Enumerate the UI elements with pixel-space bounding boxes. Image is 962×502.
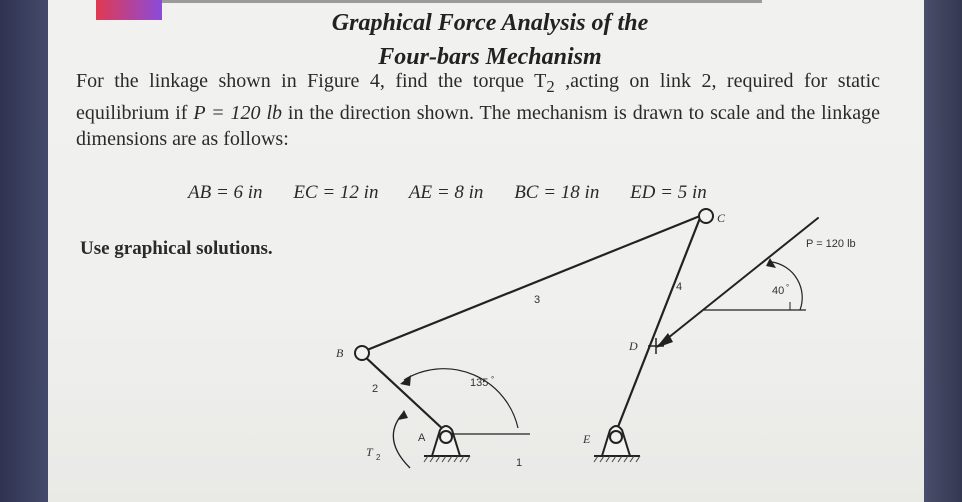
pin-c <box>699 209 713 223</box>
link-4 <box>616 218 700 432</box>
page-title-line-2: Four-bars Mechanism <box>378 44 602 70</box>
label-e: E <box>583 432 591 446</box>
link-3 <box>362 216 700 352</box>
label-angle-40: 40 <box>772 285 785 297</box>
dim-ae: AE = 8 in <box>408 182 484 203</box>
label-angle-40-deg: ° <box>786 283 790 292</box>
hint-text: Use graphical solutions. <box>80 238 273 259</box>
problem-text-2: ,acting on link 2, required for static equilibrium if <box>76 70 881 124</box>
dim-ab: AB = 6 in <box>188 182 263 203</box>
label-force: P = 120 lb <box>806 238 856 250</box>
label-angle-135-deg: ° <box>491 375 495 384</box>
dim-ec: EC = 12 in <box>293 182 379 203</box>
pin-b <box>355 346 369 360</box>
label-ground: 1 <box>516 457 523 469</box>
torque-arrow <box>398 410 408 420</box>
angle-arrow-135 <box>400 375 411 386</box>
label-link-2: 2 <box>372 383 379 395</box>
ground-pivot-e <box>594 426 640 462</box>
label-link-4: 4 <box>676 281 683 293</box>
label-angle-135: 135 <box>470 377 489 389</box>
ground-pivot-a <box>424 426 470 462</box>
load-value: P = 120 lb <box>193 102 282 124</box>
label-torque-sub: 2 <box>376 453 381 462</box>
dim-ed: ED = 5 in <box>630 182 707 203</box>
torque-subscript: 2 <box>546 77 555 96</box>
problem-text-1: For the linkage shown in Figure 4, find the torque T <box>76 70 547 92</box>
torque-arc <box>393 412 410 468</box>
problem-text-3: in the direction shown. The mechanism is drawn to scale and the linkage dimensions are as follows: <box>76 102 880 150</box>
label-torque: T <box>366 445 373 459</box>
label-link-3: 3 <box>534 294 541 306</box>
label-d: D <box>629 339 638 353</box>
page-title-line-1: Graphical Force Analysis of the <box>331 10 649 36</box>
label-b: B <box>336 346 344 360</box>
label-a: A <box>418 432 426 444</box>
angle-arc-135 <box>404 369 518 428</box>
label-c: C <box>717 211 726 225</box>
dim-bc: BC = 18 in <box>514 182 600 203</box>
